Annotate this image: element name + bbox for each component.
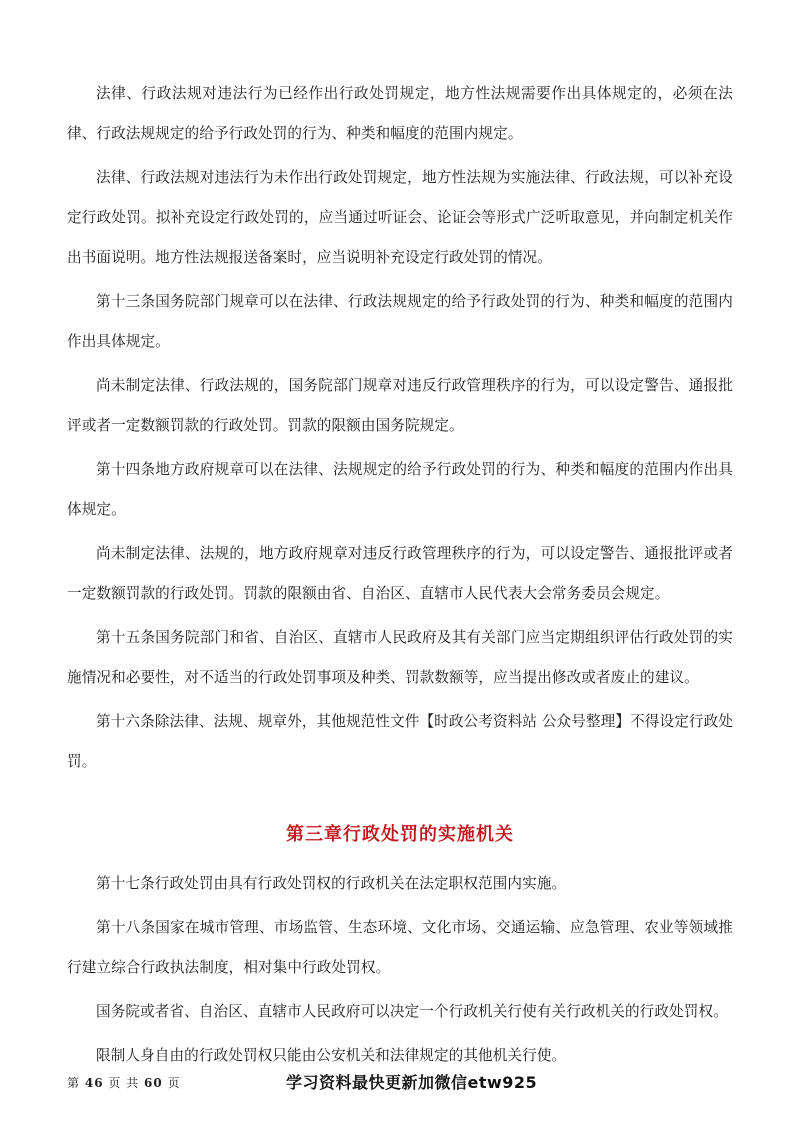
- footer-note: 学习资料最快更新加微信etw925: [286, 1073, 538, 1092]
- document-body: [67, 74, 733, 1080]
- page-total: 60: [144, 1076, 163, 1090]
- paragraph: 第十三条国务院部门规章可以在法律、行政法规规定的给予行政处罚的行为、种类和幅度的范围内作出具体规定。: [67, 293, 733, 350]
- paragraph: 第十四条地方政府规章可以在法律、法规规定的给予行政处罚的行为、种类和幅度的范围内作出具体规定。: [67, 461, 733, 518]
- page-number: [67, 1074, 181, 1091]
- paragraph: 第十五条国务院部门和省、自治区、直辖市人民政府及其有关部门应当定期组织评估行政处罚的实施情况和必要性，对不适当的行政处罚事项及种类、罚款数额等，应当提出修改或者废止的建议。: [67, 629, 733, 686]
- paragraph: 第十六条除法律、法规、规章外，其他规范性文件【时政公考资料站 公众号整理】不得设定行政处罚。: [67, 713, 733, 770]
- paragraph: 第十八条国家在城市管理、市场监管、生态环境、文化市场、交通运输、应急管理、农业等领域推行建立综合行政执法制度，相对集中行政处罚权。: [67, 919, 733, 976]
- paragraph: 法律、行政法规对违法行为已经作出行政处罚规定，地方性法规需要作出具体规定的，必须在法律、行政法规规定的给予行政处罚的行为、种类和幅度的范围内规定。: [67, 85, 733, 142]
- paragraph: 国务院或者省、自治区、直辖市人民政府可以决定一个行政机关行使有关行政机关的行政处罚权。: [96, 1003, 728, 1020]
- page-suffix: 页: [167, 1076, 181, 1090]
- page-current: 46: [84, 1076, 104, 1090]
- paragraph: 尚未制定法律、法规的，地方政府规章对违反行政管理秩序的行为，可以设定警告、通报批评或者一定数额罚款的行政处罚。罚款的限额由省、自治区、直辖市人民代表大会常务委员会规定。: [67, 545, 733, 602]
- page-prefix: 第: [67, 1076, 81, 1090]
- paragraph: 法律、行政法规对违法行为未作出行政处罚规定，地方性法规为实施法律、行政法规，可以补充设定行政处罚。拟补充设定行政处罚的，应当通过听证会、论证会等形式广泛听取意见，并向制定机关作出书面说明。地方性法规报送备案时，应当说明补充设定行政处罚的情况。: [67, 169, 733, 266]
- paragraph: 第十七条行政处罚由具有行政处罚权的行政机关在法定职权范围内实施。: [96, 875, 567, 892]
- page-middle: 页 共: [108, 1076, 140, 1090]
- chapter-title: 第三章行政处罚的实施机关: [286, 824, 514, 845]
- paragraph: 限制人身自由的行政处罚权只能由公安机关和法律规定的其他机关行使。: [96, 1047, 567, 1064]
- paragraph: 尚未制定法律、行政法规的，国务院部门规章对违反行政管理秩序的行为，可以设定警告、通报批评或者一定数额罚款的行政处罚。罚款的限额由国务院规定。: [67, 377, 733, 434]
